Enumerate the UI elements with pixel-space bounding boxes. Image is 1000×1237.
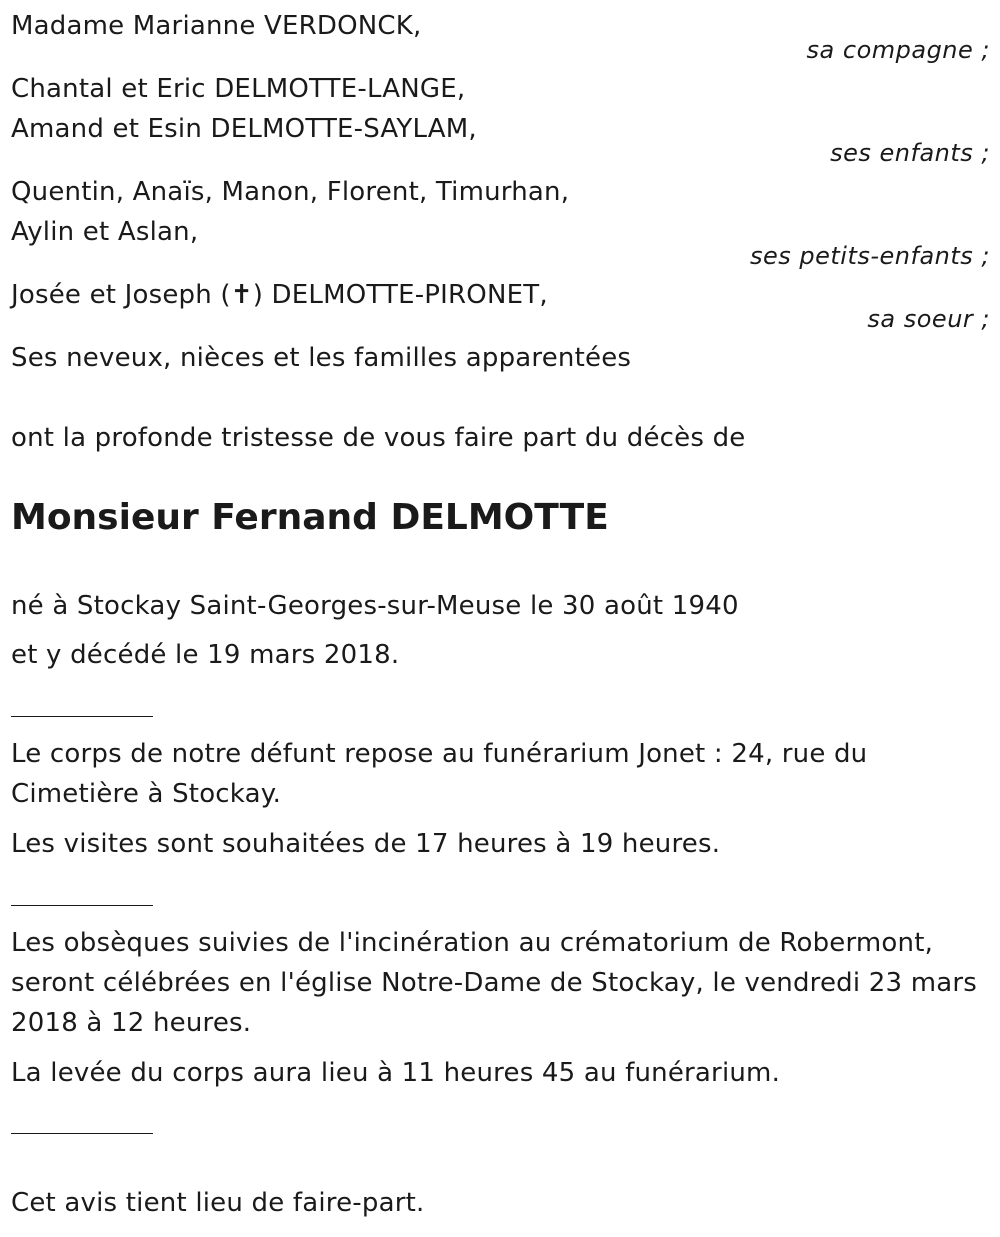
separator-line-3: [11, 1133, 153, 1134]
children-role: ses enfants ;: [830, 139, 990, 167]
separator-line-2: [11, 905, 153, 906]
funeral-line-1: Les obsèques suivies de l'incinération au crématorium de Robermont,: [11, 928, 934, 958]
viewing-hours: Les visites sont souhaitées de 17 heures à 19 heures.: [11, 829, 721, 859]
companion-name: Madame Marianne VERDONCK,: [11, 11, 422, 41]
death-line: et y décédé le 19 mars 2018.: [11, 640, 400, 670]
funeral-line-2: seront célébrées en l'église Notre-Dame de Stockay, le vendredi 23 mars: [11, 968, 978, 998]
children-line-2: Amand et Esin DELMOTTE-SAYLAM,: [11, 114, 477, 144]
announcement-line: ont la profonde tristesse de vous faire part du décès de: [11, 423, 746, 453]
grandchildren-role: ses petits-enfants ;: [749, 242, 990, 270]
deceased-name: Monsieur Fernand DELMOTTE: [11, 497, 609, 538]
closing-line: Cet avis tient lieu de faire-part.: [11, 1188, 425, 1218]
children-line-1: Chantal et Eric DELMOTTE-LANGE,: [11, 74, 466, 104]
viewing-line-2: Cimetière à Stockay.: [11, 779, 282, 809]
funeral-line-3: 2018 à 12 heures.: [11, 1008, 252, 1038]
sister-name: Josée et Joseph (✝) DELMOTTE-PIRONET,: [11, 280, 548, 310]
relatives-line: Ses neveux, nièces et les familles apparentées: [11, 343, 632, 373]
companion-role: sa compagne ;: [806, 36, 990, 64]
birth-line: né à Stockay Saint-Georges-sur-Meuse le 30 août 1940: [11, 591, 739, 621]
departure-line: La levée du corps aura lieu à 11 heures 45 au funérarium.: [11, 1058, 781, 1088]
grandchildren-line-1: Quentin, Anaïs, Manon, Florent, Timurhan,: [11, 177, 570, 207]
viewing-line-1: Le corps de notre défunt repose au funérarium Jonet : 24, rue du: [11, 739, 868, 769]
sister-role: sa soeur ;: [867, 305, 990, 333]
grandchildren-line-2: Aylin et Aslan,: [11, 217, 199, 247]
separator-line-1: [11, 716, 153, 717]
